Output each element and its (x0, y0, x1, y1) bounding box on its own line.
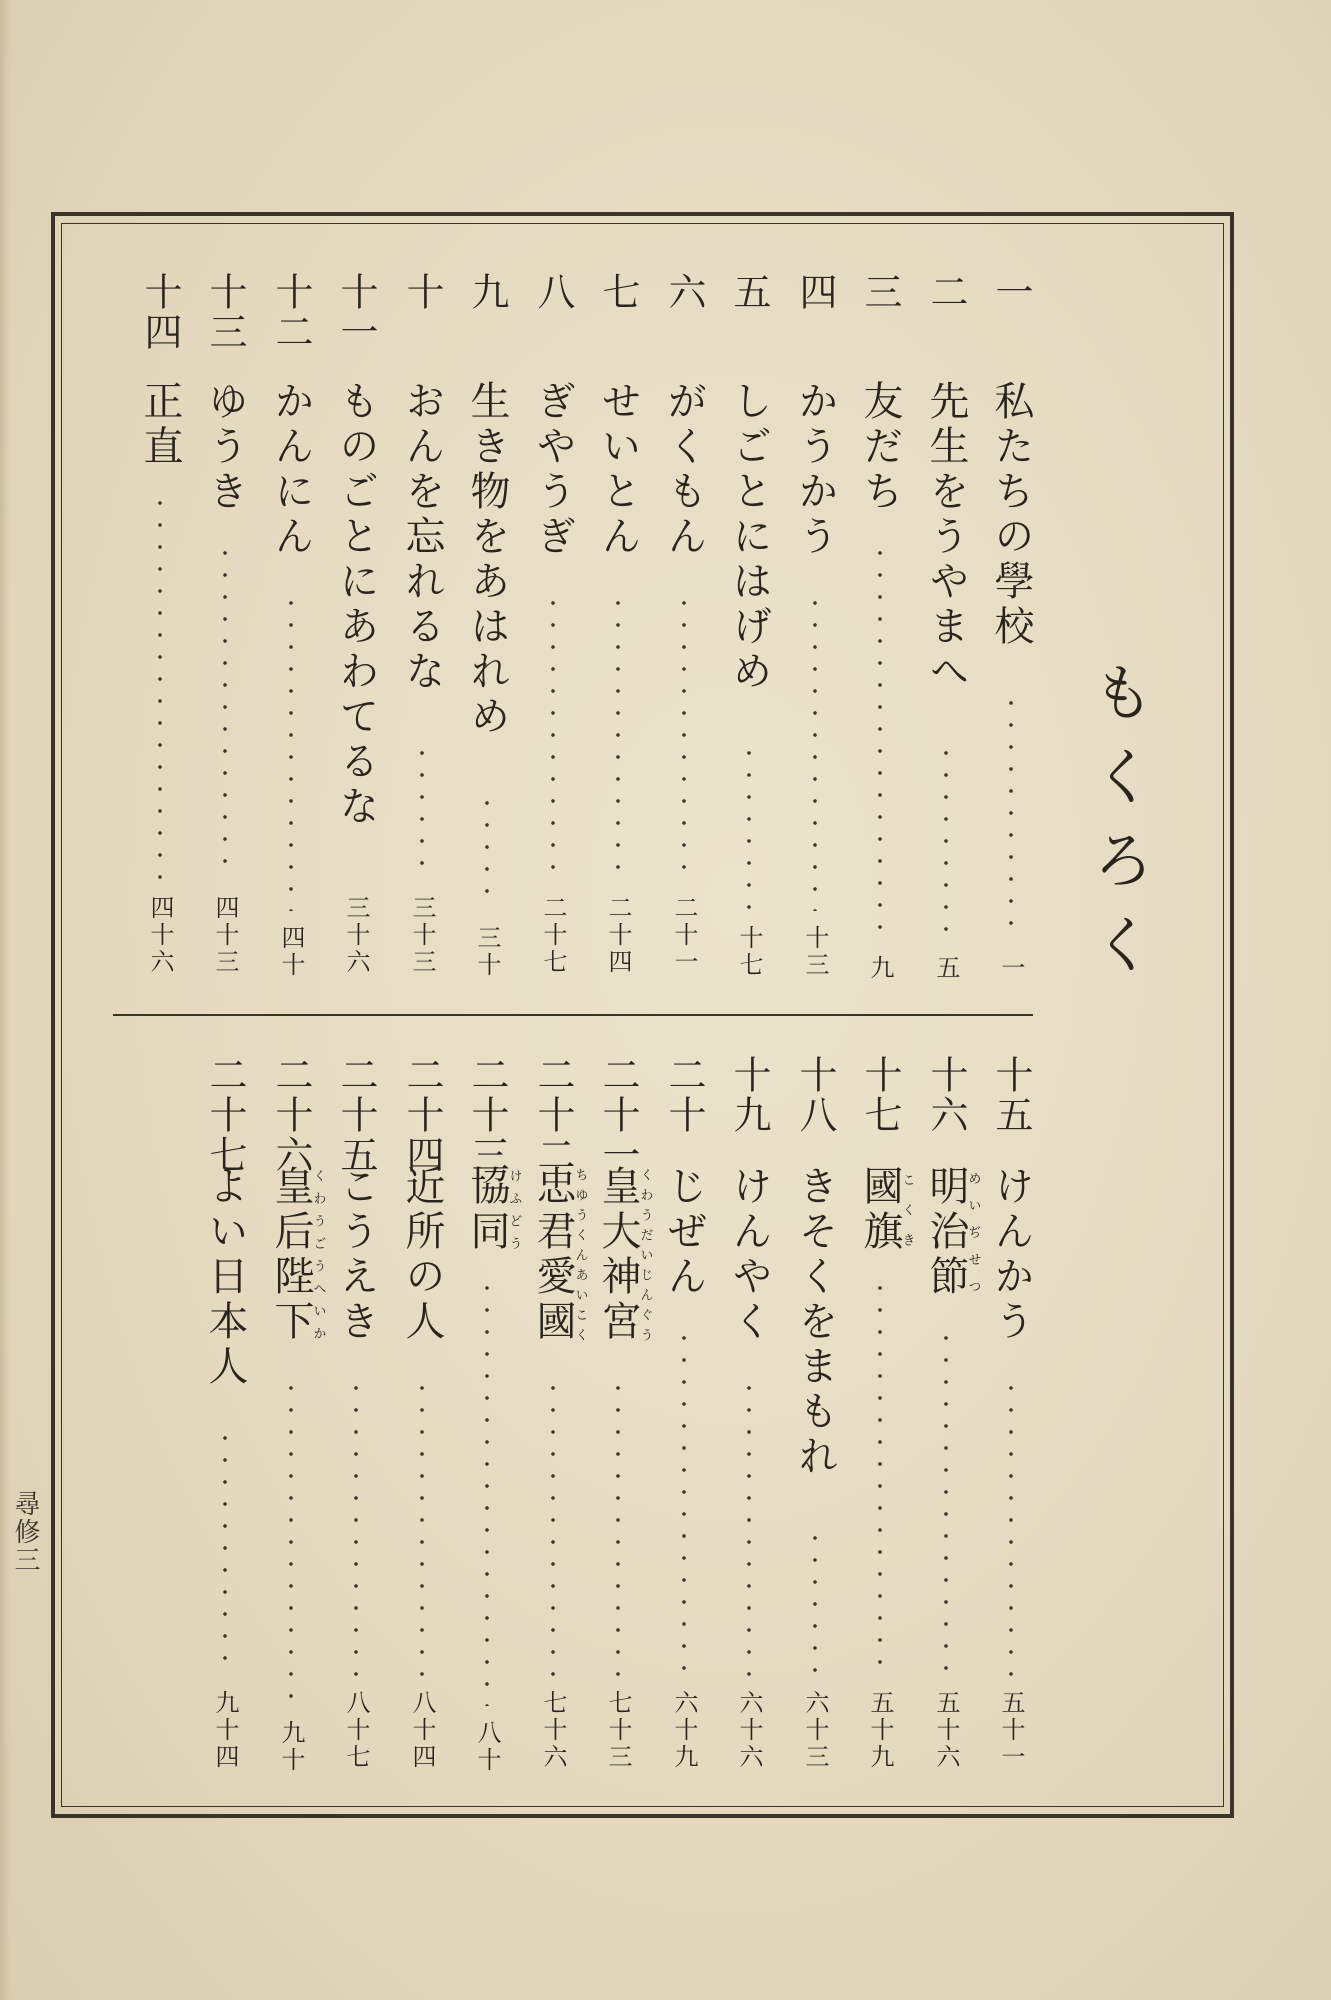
page-number (328, 1690, 384, 1771)
furigana: めいぢせつ (965, 1165, 981, 1300)
chapter-title-text: こうえき (333, 1165, 379, 1345)
chapter-title-text (852, 1165, 914, 1255)
chapter-number-text: 十七 (858, 1055, 902, 1135)
dot-leader (877, 1277, 883, 1676)
page-number-text: 八十 (473, 1720, 501, 1774)
chapter-number-text: 十二 (269, 272, 313, 352)
page-binding-edge (0, 0, 10, 2000)
chapter-title (197, 1165, 253, 1390)
page-number-text: 五十六 (932, 1690, 960, 1771)
chapter-number-text: 二十 (662, 1055, 706, 1135)
page-number (918, 1690, 974, 1771)
chapter-number-text: 十四 (138, 272, 182, 352)
chapter-title-text: けんかう (988, 1165, 1034, 1345)
toc-entry[interactable] (918, 0, 981, 2000)
chapter-number-text: 十五 (989, 1055, 1033, 1135)
toc-entry[interactable] (459, 0, 522, 2000)
page-number-text: 五 (932, 955, 960, 982)
chapter-title (721, 1165, 777, 1345)
chapter-title-text: 私たちの學校 (988, 380, 1034, 650)
furigana: くわうごうへいか (310, 1165, 326, 1345)
chapter-number-text: 十六 (924, 1055, 968, 1135)
chapter-title (852, 1165, 915, 1255)
chapter-title-ruby: 皇大神宮くわうだいじんぐう (595, 1165, 653, 1345)
page-number-text: 七十三 (604, 1690, 632, 1771)
page-number-text: 九十 (277, 1720, 305, 1774)
chapter-number (852, 1055, 908, 1135)
dot-leader (681, 1327, 687, 1676)
chapter-number (394, 1055, 450, 1175)
chapter-title (983, 1165, 1039, 1345)
page-number (132, 895, 188, 976)
page-number (394, 1690, 450, 1771)
chapter-title-text: かんにん (268, 380, 314, 560)
toc-entry[interactable] (983, 0, 1039, 2000)
chapter-title-text: かうかう (792, 380, 838, 560)
page-number-text: 九十四 (211, 1690, 239, 1771)
chapter-title (263, 1165, 326, 1345)
chapter-number (983, 1055, 1039, 1135)
dot-leader (943, 1327, 949, 1676)
dot-leader (222, 1427, 228, 1676)
page-number (656, 1690, 712, 1771)
page-number-text: 七十六 (539, 1690, 567, 1771)
page-number-text: 八十四 (408, 1690, 436, 1771)
chapter-title-text: がくもん (661, 380, 707, 560)
dot-leader (812, 1527, 818, 1676)
page-number-text: 一 (997, 955, 1025, 982)
chapter-title-text: けんやく (726, 1165, 772, 1345)
toc-entry[interactable] (525, 0, 588, 2000)
page-number-text: 六十三 (801, 1690, 829, 1771)
toc-entry[interactable] (394, 0, 450, 2000)
chapter-title-text: 先生をうやまへ (923, 380, 969, 695)
chapter-title-text: ものごとにあわてるな (333, 380, 379, 830)
furigana: けふどう (506, 1165, 522, 1255)
dot-leader (550, 1377, 556, 1676)
dot-leader (484, 1277, 490, 1706)
chapter-number (132, 272, 188, 352)
chapter-title-ruby: 國旗こくき (857, 1165, 915, 1255)
chapter-title-text: じぜん (661, 1165, 707, 1300)
chapter-title (787, 1165, 843, 1480)
chapter-number-text: 十九 (727, 1055, 771, 1135)
chapter-number (459, 1055, 515, 1175)
chapter-title-text (525, 1165, 587, 1345)
chapter-number-text: 二十一 (596, 1055, 640, 1175)
page-number-text: 四十 (277, 925, 305, 979)
dot-leader (419, 1377, 425, 1676)
toc-entry[interactable] (721, 0, 777, 2000)
chapter-number-text: 七 (596, 272, 640, 312)
chapter-number (197, 1055, 253, 1175)
chapter-number-text: 一 (989, 272, 1033, 312)
page-number-text: 十七 (735, 925, 763, 979)
chapter-number (590, 1055, 646, 1175)
chapter-title-ruby: 忠君愛國ちゆうくんあいこく (530, 1165, 588, 1345)
chapter-number-text: 二十七 (203, 1055, 247, 1175)
chapter-number-text: 十八 (793, 1055, 837, 1135)
dot-leader (288, 1377, 294, 1706)
page-number-text: 二十七 (539, 895, 567, 976)
chapter-title-ruby: 皇后陛下くわうごうへいか (268, 1165, 326, 1345)
page-number-text: 八十七 (342, 1690, 370, 1771)
toc-entry[interactable] (590, 0, 653, 2000)
furigana: くわうだいじんぐう (637, 1165, 653, 1345)
chapter-title-text: よい日本人 (202, 1165, 248, 1390)
chapter-title-text: 友だち (857, 380, 903, 515)
chapter-number-text: 十一 (334, 272, 378, 352)
chapter-title-text: 正直 (137, 380, 183, 470)
chapter-title-text (590, 1165, 652, 1345)
chapter-title-text: きそくをまもれ (792, 1165, 838, 1480)
chapter-title-text: 近所の人 (399, 1165, 445, 1345)
page-number-text: 十三 (801, 925, 829, 979)
toc-entry[interactable] (852, 0, 915, 2000)
chapter-number-text: 二 (924, 272, 968, 312)
chapter-title-text: せいとん (595, 380, 641, 560)
page-number (983, 1690, 1039, 1771)
chapter-title (459, 1165, 522, 1255)
page-number (263, 1720, 319, 1774)
chapter-number-text: 三 (858, 272, 902, 312)
chapter-number-text: 九 (465, 272, 509, 312)
margin-note (8, 1490, 42, 1574)
page-number (525, 1690, 581, 1771)
chapter-number (328, 1055, 384, 1175)
chapter-number-text: 五 (727, 272, 771, 312)
page-number (852, 1690, 908, 1771)
toc-entry[interactable] (197, 0, 253, 2000)
chapter-title-text: 生き物をあはれめ (464, 380, 510, 740)
chapter-number-text: 二十五 (334, 1055, 378, 1175)
page-number (787, 1690, 843, 1771)
page-number-text: 六十九 (670, 1690, 698, 1771)
chapter-title-ruby: 協同けふどう (464, 1165, 522, 1255)
chapter-number-text: 二十六 (269, 1055, 313, 1175)
toc-title: もくろく (1082, 660, 1155, 996)
toc-entry[interactable] (787, 0, 843, 2000)
page-number-text: 五十一 (997, 1690, 1025, 1771)
chapter-title (132, 380, 188, 470)
toc-entry[interactable] (132, 0, 188, 2000)
chapter-number-text: 四 (793, 272, 837, 312)
chapter-title (656, 1165, 712, 1300)
page-number (721, 1690, 777, 1771)
chapter-number-text: 二十四 (400, 1055, 444, 1175)
chapter-title (328, 1165, 384, 1345)
chapter-title (918, 1165, 981, 1300)
page-number-text: 五十九 (866, 1690, 894, 1771)
chapter-number-text: 十 (400, 272, 444, 312)
chapter-number (918, 1055, 974, 1135)
chapter-title-text: しごとにはげめ (726, 380, 772, 695)
furigana: こくき (899, 1165, 915, 1255)
chapter-number (263, 1055, 319, 1175)
toc-entry[interactable] (328, 0, 384, 2000)
furigana: ちゆうくんあいこく (572, 1165, 588, 1345)
chapter-number-text: 六 (662, 272, 706, 312)
chapter-title-text (263, 1165, 325, 1345)
page-number-text: 三十三 (408, 895, 436, 976)
page-number (590, 1690, 646, 1771)
toc-entry[interactable] (263, 0, 326, 2000)
chapter-number (656, 1055, 712, 1135)
page-number-text: 三十六 (342, 895, 370, 976)
page-number-text: 四十三 (211, 895, 239, 976)
dot-leader (1008, 1377, 1014, 1676)
chapter-title-ruby: 明治節めいぢせつ (923, 1165, 981, 1300)
chapter-number (721, 1055, 777, 1135)
chapter-title (394, 1165, 450, 1345)
dot-leader (157, 492, 163, 881)
chapter-title-text (459, 1165, 521, 1255)
chapter-title-text: おんを忘れるな (399, 380, 445, 695)
chapter-number-text: 八 (531, 272, 575, 312)
chapter-title-text: ぎやうぎ (530, 380, 576, 560)
chapter-title-text (918, 1165, 980, 1300)
page-number (459, 1720, 515, 1774)
chapter-number-text: 十三 (203, 272, 247, 352)
page-number-text: 三十 (473, 925, 501, 979)
page-number-text: 九 (866, 955, 894, 982)
chapter-title (590, 1165, 653, 1345)
chapter-number (525, 1055, 581, 1175)
page-number-text: 二十一 (670, 895, 698, 976)
chapter-number-text: 二十二 (531, 1055, 575, 1175)
chapter-number (787, 1055, 843, 1135)
dot-leader (746, 1377, 752, 1676)
chapter-number-text: 二十三 (465, 1055, 509, 1175)
page-number (197, 1690, 253, 1771)
chapter-title (525, 1165, 588, 1345)
chapter-title-text: ゆうき (202, 380, 248, 515)
dot-leader (353, 1377, 359, 1676)
page-number-text: 六十六 (735, 1690, 763, 1771)
toc-entry[interactable] (656, 0, 712, 2000)
page-number-text: 四十六 (146, 895, 174, 976)
dot-leader (615, 1377, 621, 1676)
margin-note-text: 尋修三 (10, 1490, 40, 1574)
page-number-text: 二十四 (604, 895, 632, 976)
